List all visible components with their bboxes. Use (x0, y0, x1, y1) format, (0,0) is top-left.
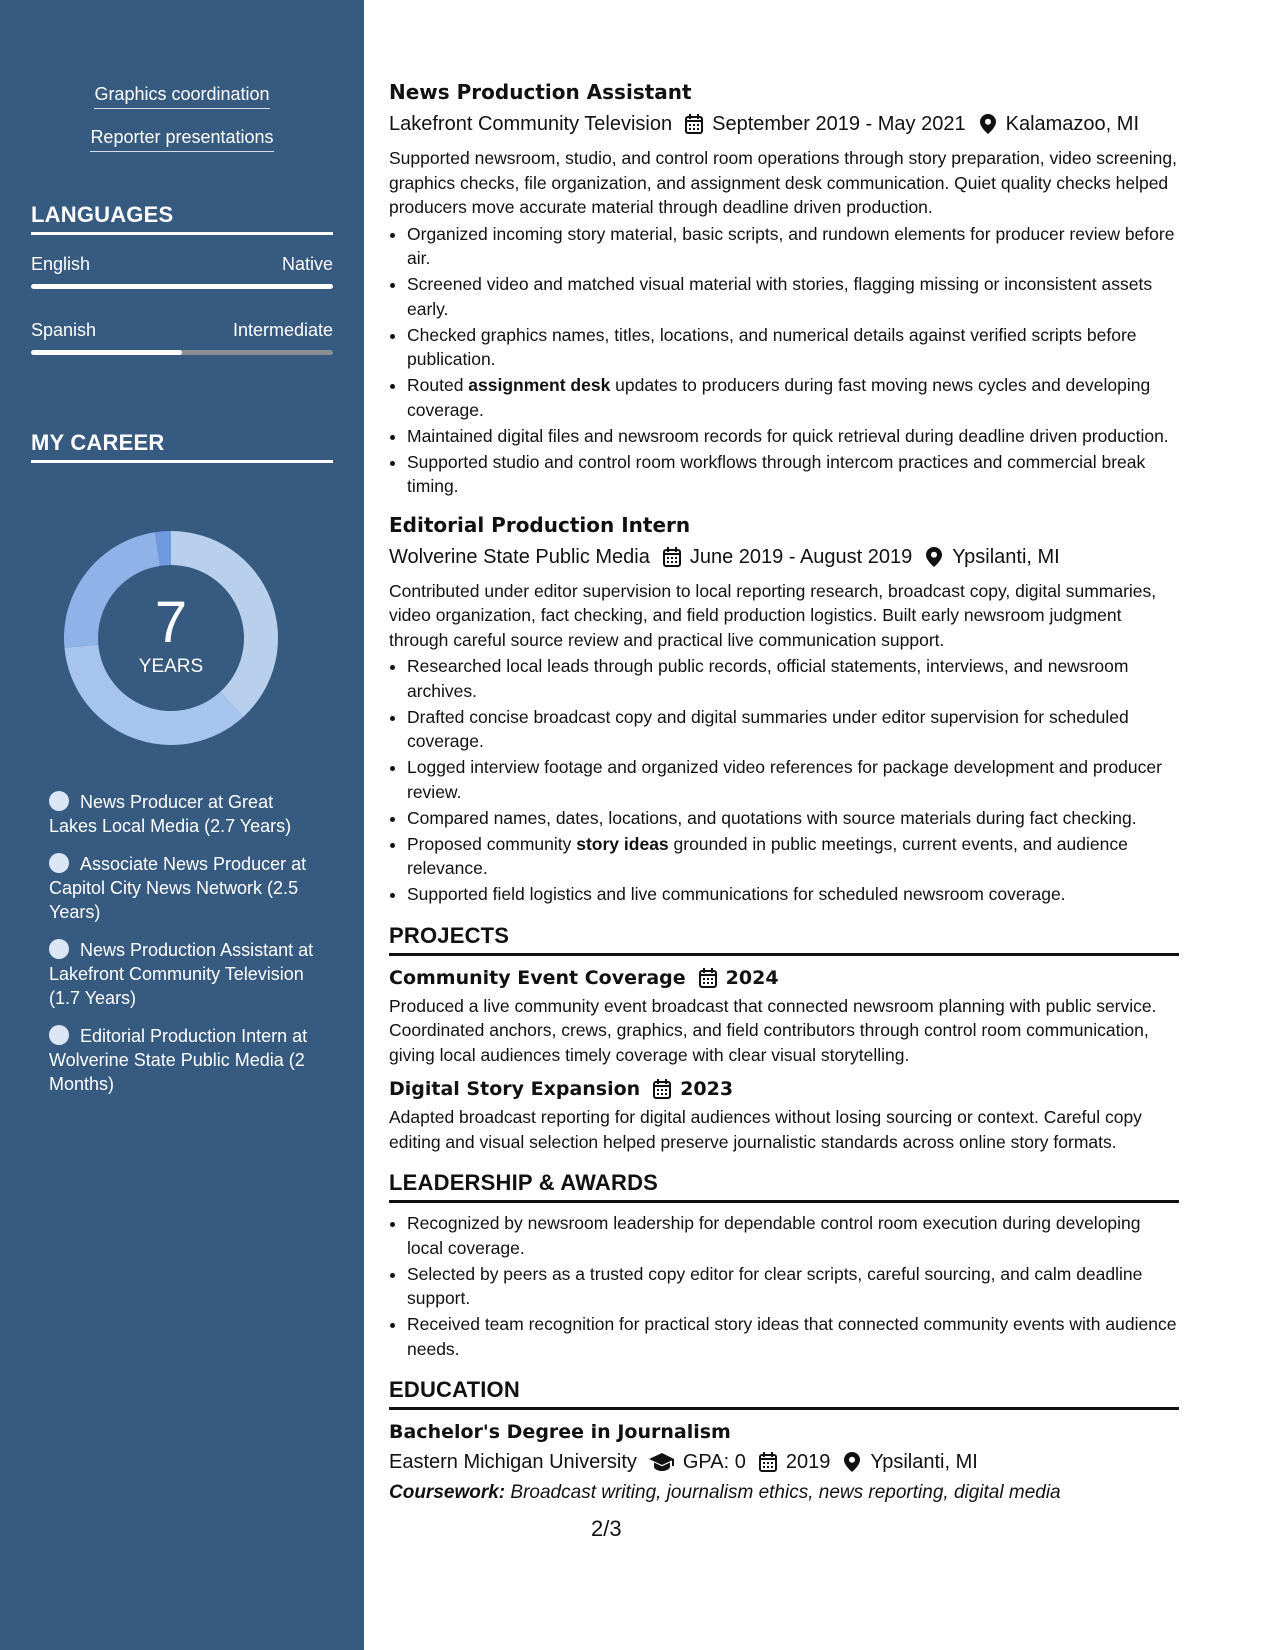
legend-dot-icon (49, 853, 69, 873)
legend-item (49, 1024, 324, 1096)
project-title-row (389, 964, 1179, 992)
coursework-label: Coursework: (389, 1482, 506, 1503)
graduation-cap-icon (649, 1452, 675, 1472)
career-heading: MY CAREER (31, 430, 333, 463)
school-name: Eastern Michigan University (389, 1451, 637, 1473)
project-title-row (389, 1075, 1179, 1103)
degree-title: Bachelor's Degree in Journalism (389, 1421, 731, 1443)
total-years-value: 7 (154, 590, 188, 655)
job-location: Kalamazoo, MI (1005, 113, 1139, 135)
bullet-item: • Received team recognition for practical story ideas that connected community events with audience needs. (407, 1312, 1179, 1361)
leadership-list (389, 1211, 1179, 1361)
leadership-heading: LEADERSHIP & AWARDS (389, 1170, 1179, 1203)
career-legend (49, 790, 324, 1110)
experience-entry (389, 511, 1179, 907)
location-pin-icon (924, 547, 944, 567)
coursework-text: Broadcast writing, journalism ethics, news reporting, digital media (510, 1482, 1061, 1503)
calendar-icon (758, 1452, 778, 1472)
job-bullets (389, 222, 1179, 499)
job-summary: Contributed under editor supervision to local reporting research, broadcast copy, digital summaries, video organization, fact checking, and field production logistics. Built early newsroom judgment through careful source review and practical live communication support. (389, 580, 1157, 650)
company-name: Wolverine State Public Media (389, 545, 650, 568)
sidebar (0, 0, 364, 1650)
job-location: Ypsilanti, MI (952, 545, 1060, 568)
job-summary: Supported newsroom, studio, and control room operations through story preparation, video screening, graphics checks, file organization, and assignment desk communication. Quiet quality checks helped producers move accurate material through deadline driven production. (389, 148, 1177, 217)
calendar-icon (652, 1079, 672, 1099)
bullet-item: • Recognized by newsroom leadership for dependable control room execution during developing local coverage. (407, 1211, 1179, 1260)
job-bullets (389, 654, 1179, 907)
skill-label: Graphics coordination (94, 84, 269, 109)
job-meta (389, 110, 1179, 138)
total-years-unit: YEARS (138, 656, 204, 677)
job-dates: June 2019 - August 2019 (689, 545, 913, 568)
language-level: Native (281, 254, 333, 274)
school-location: Ypsilanti, MI (870, 1451, 978, 1473)
bullet-item: • Routed assignment desk updates to producers during fast moving news cycles and developing coverage. (407, 373, 1179, 422)
project-description: Produced a live community event broadcast that connected newsroom planning with public service. Coordinated anchors, crews, graphics, and field contributors through control room communication, giving local audiences timely coverage with clear visual storytelling. (389, 995, 1157, 1065)
language-proficiency-fill (31, 284, 333, 289)
legend-item (49, 852, 324, 924)
project-description: Adapted broadcast reporting for digital audiences without losing sourcing or context. Careful copy editing and visual selection helped preserve journalistic standards across online story formats. (389, 1107, 1142, 1152)
language-level: Intermediate (232, 320, 333, 340)
bullet-item: • Selected by peers as a trusted copy editor for clear scripts, careful sourcing, and calm deadline support. (407, 1262, 1179, 1311)
legend-label: Editorial Production Intern at Wolverine State Public Media (2 Months) (49, 1026, 308, 1094)
bullet-item: • Screened video and matched visual material with stories, flagging missing or inconsistent assets early. (407, 272, 1179, 321)
bullet-item: • Proposed community story ideas grounded in public meetings, current events, and audience relevance. (407, 832, 1179, 881)
legend-label: Associate News Producer at Capitol City News Network (2.5 Years) (49, 854, 307, 922)
page-number: 2/3 (591, 1516, 622, 1541)
job-dates: September 2019 - May 2021 (712, 113, 966, 135)
calendar-icon (684, 114, 704, 134)
bullet-item: • Organized incoming story material, basic scripts, and rundown elements for producer review before air. (407, 222, 1179, 271)
project-year: 2024 (725, 966, 779, 989)
language-row (31, 320, 333, 341)
legend-item (49, 938, 324, 1010)
legend-item (49, 790, 324, 838)
career-donut-chart (62, 529, 280, 747)
company-name: Lakefront Community Television (389, 113, 673, 135)
bullet-item: • Supported studio and control room workflows through intercom practices and commercial break timing. (407, 450, 1179, 499)
project-title: Community Event Coverage (389, 966, 686, 989)
bullet-item: • Researched local leads through public records, official statements, interviews, and newsroom archives. (407, 654, 1179, 703)
coursework-line (389, 1480, 1179, 1506)
graduation-year: 2019 (785, 1451, 831, 1473)
bullet-item: • Checked graphics names, titles, locations, and numerical details against verified scripts before publication. (407, 323, 1179, 372)
location-pin-icon (842, 1452, 862, 1472)
language-name: English (31, 254, 91, 274)
skill-item (0, 84, 364, 109)
language-proficiency-bar (31, 350, 333, 355)
bullet-item: • Compared names, dates, locations, and quotations with source materials during fact checking. (407, 806, 1179, 831)
project-entry (389, 964, 1179, 1068)
bullet-item: • Drafted concise broadcast copy and digital summaries under editor supervision for scheduled coverage. (407, 705, 1179, 754)
job-title: News Production Assistant (389, 80, 692, 104)
donut-center-label (62, 529, 280, 747)
language-row (31, 254, 333, 275)
legend-label: News Production Assistant at Lakefront Community Television (1.7 Years) (49, 940, 314, 1008)
education-meta (389, 1448, 1179, 1476)
bullet-item: • Maintained digital files and newsroom records for quick retrieval during deadline driven production. (407, 424, 1179, 449)
language-proficiency-fill (31, 350, 182, 355)
calendar-icon (698, 968, 718, 988)
calendar-icon (662, 547, 682, 567)
main-content (389, 78, 1179, 1506)
project-title: Digital Story Expansion (389, 1078, 641, 1100)
job-meta (389, 543, 1179, 571)
location-pin-icon (978, 114, 998, 134)
job-title: Editorial Production Intern (389, 512, 691, 537)
language-proficiency-bar (31, 284, 333, 289)
project-year: 2023 (680, 1078, 734, 1100)
legend-label: News Producer at Great Lakes Local Media (2.7 Years) (49, 792, 292, 836)
education-heading: EDUCATION (389, 1377, 1179, 1410)
project-entry (389, 1075, 1179, 1154)
legend-dot-icon (49, 939, 69, 959)
experience-entry (389, 78, 1179, 499)
bullet-item: • Logged interview footage and organized video references for package development and producer review. (407, 755, 1179, 804)
languages-heading: LANGUAGES (31, 202, 333, 235)
bullet-item: • Supported field logistics and live communications for scheduled newsroom coverage. (407, 882, 1179, 907)
legend-dot-icon (49, 1025, 69, 1045)
gpa: GPA: 0 (682, 1451, 746, 1473)
legend-dot-icon (49, 791, 69, 811)
projects-heading: PROJECTS (389, 923, 1179, 956)
skill-item (0, 127, 364, 152)
skill-label: Reporter presentations (90, 127, 273, 152)
language-name: Spanish (31, 320, 97, 340)
